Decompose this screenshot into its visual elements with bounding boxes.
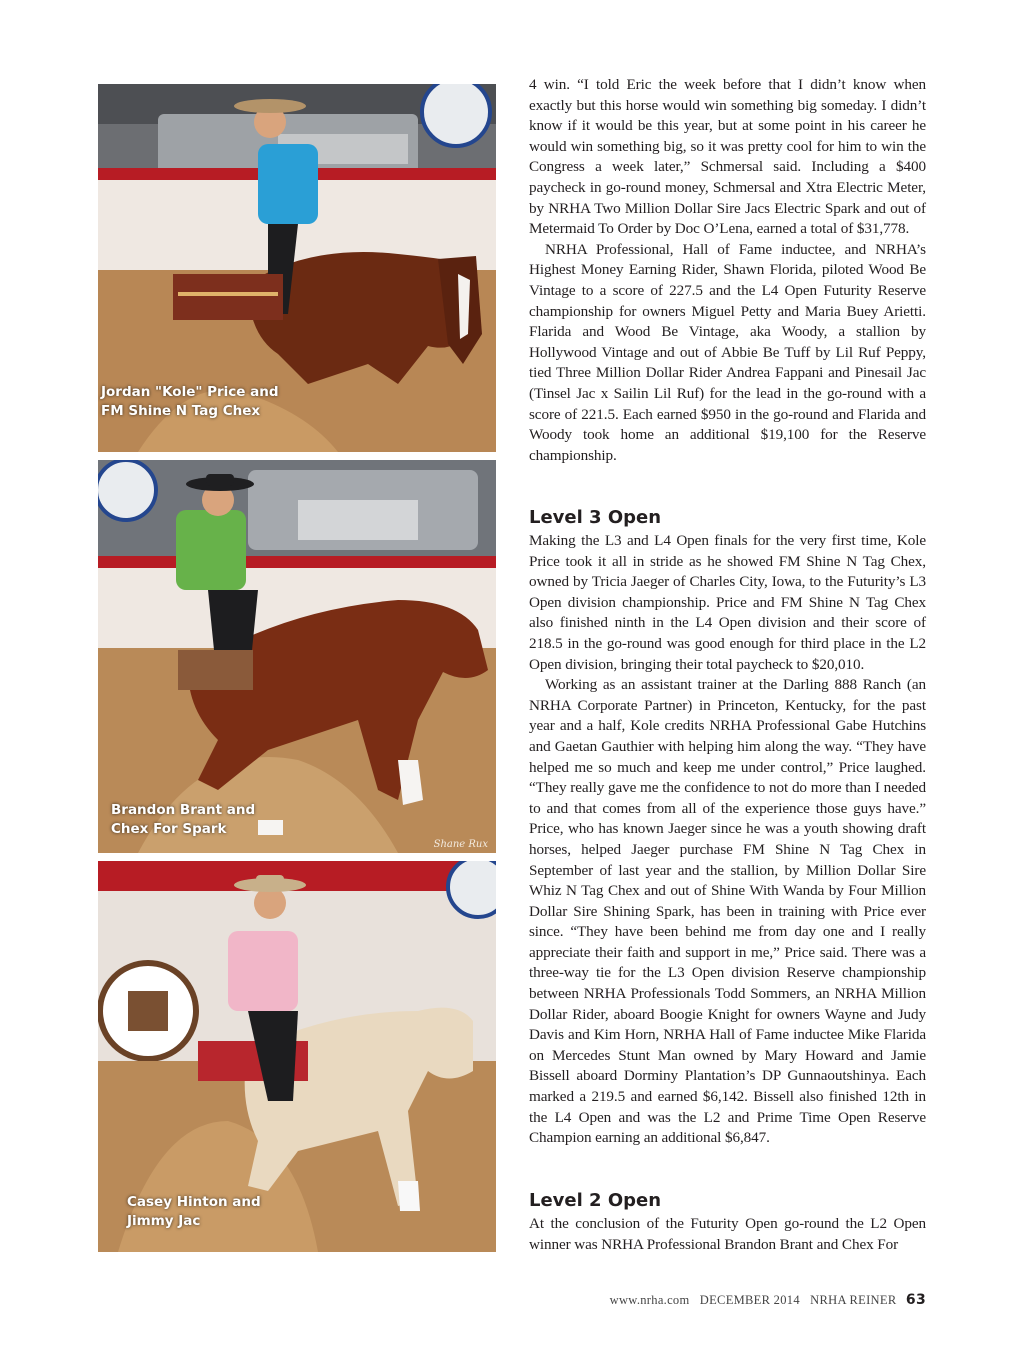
- intro-section: [529, 75, 926, 466]
- photo-casey-hinton: [98, 861, 496, 1252]
- level3-section: [529, 531, 926, 1149]
- page-number: 63: [905, 1292, 926, 1308]
- photo-brandon-brant-image: [98, 460, 496, 853]
- photo-brandon-brant-caption: [111, 801, 255, 839]
- photo-casey-hinton-caption: [127, 1193, 261, 1231]
- level3-paragraph-1: Making the L3 and L4 Open finals for the very first time, Kole Price took it all in stride as he showed FM Shine N Tag Chex, owned by Tricia Jaeger of Charles City, Iowa, to the Futurity’s L3 Open division championship. Price and FM Shine N Tag Chex also finished ninth in the L4 Open division and their score of 218.5 in the go-round was good enough for third place in the L2 Open division, bringing their total paycheck to $20,010.: [529, 532, 926, 673]
- footer-issue: DECEMBER 2014: [699, 1293, 800, 1307]
- photo-kole-price: [98, 84, 496, 452]
- photo-kole-price-caption-line1: Jordan "Kole" Price and: [101, 384, 279, 400]
- photo-brandon-brant-caption-line2: Chex For Spark: [111, 821, 227, 837]
- photo-casey-hinton-caption-line2: Jimmy Jac: [127, 1213, 201, 1229]
- photo-brandon-brant: [98, 460, 496, 853]
- footer-url: www.nrha.com: [609, 1293, 690, 1307]
- photo-credit: Shane Rux: [433, 839, 488, 850]
- level2-heading: Level 2 Open: [529, 1190, 662, 1211]
- footer-magazine: NRHA REINER: [810, 1293, 897, 1307]
- intro-paragraph-2: NRHA Professional, Hall of Fame inductee, and NRHA’s Highest Money Earning Rider, Shawn Florida, piloted Wood Be Vintage to a score of 227.5 and the L4 Open Futurity Reserve championship for owners Miguel Petty and Maria Buey Arietti. Flarida and Wood Be Vintage, aka Woody, a stallion by Hollywood Vintage and out of Abbie Be Tuff by Lil Ruf Peppy, tied Three Million Dollar Rider Andrea Fappani and Pinesail Jac (Tinsel Jac x Sailin Lil Ruf) for the lead in the go-round with a score of 221.5. Each earned $950 in the go-round and Flarida and Woody took home an additional $19,100 for the Reserve championship.: [529, 240, 926, 464]
- level2-paragraph-1: At the conclusion of the Futurity Open go-round the L2 Open winner was NRHA Professional Brandon Brant and Chex For: [529, 1215, 926, 1253]
- level3-heading: Level 3 Open: [529, 507, 662, 528]
- intro-paragraph-1: 4 win. “I told Eric the week before that I didn’t know when exactly but this horse would win something big someday. I didn’t know if it would be this year, but at some point in his career he would win something big, so it was pretty cool for him to win the Congress a week later,” Schmersal said. Including a $400 paycheck in go-round money, Schmersal and Xtra Electric Meter, by NRHA Two Million Dollar Sire Jacs Electric Spark and out of Metermaid To Order by Doc O’Lena, earned a total of $31,778.: [529, 76, 926, 238]
- page-footer: [610, 1292, 926, 1308]
- level2-section: [529, 1214, 926, 1255]
- photo-kole-price-caption-line2: FM Shine N Tag Chex: [101, 403, 261, 419]
- level3-paragraph-2: Working as an assistant trainer at the Darling 888 Ranch (an NRHA Corporate Partner) in Princeton, Kentucky, for the past year and a half, Kole credits NRHA Professional Gabe Hutchins and Gaetan Gauthier with helping him along the way. “They have helped me so much and keep me under control,” Price laughed. “They really gave me the confidence to not do more than I needed to and that comes from all of the experience those guys have.” Price, who has known Jaeger since he was a youth showing draft horses, helped Jaeger purchase FM Shine N Tag Chex in September of last year and the stallion, by Million Dollar Sire Whiz N Tag Chex and out of Shine With Wanda by Four Million Dollar Sire Shining Spark, has been in training with Price ever since. “They have been behind me from day one and I really appreciate their faith and support in me,” Price said. There was a three-way tie for the L3 Open division Reserve championship between NRHA Professionals Todd Sommers, an NRHA Million Dollar Rider, aboard Boogie Knight for owners Wayne and Judy Davis and Kim Horn, NRHA Hall of Fame inductee Mike Flarida on Mercedes Stunt Man owned by Mary Howard and Jamie Bissell aboard Dorminy Plantation’s DP Gunnaoutshinya. Each marked a 219.5 and earned $6,142. Bissell also finished 12th in the L4 Open and was the L2 and Prime Time Open Reserve Champion earning an additional $6,847.: [529, 676, 926, 1147]
- photo-casey-hinton-caption-line1: Casey Hinton and: [127, 1194, 261, 1210]
- photo-brandon-brant-caption-line1: Brandon Brant and: [111, 802, 256, 818]
- photo-kole-price-caption: [101, 383, 279, 421]
